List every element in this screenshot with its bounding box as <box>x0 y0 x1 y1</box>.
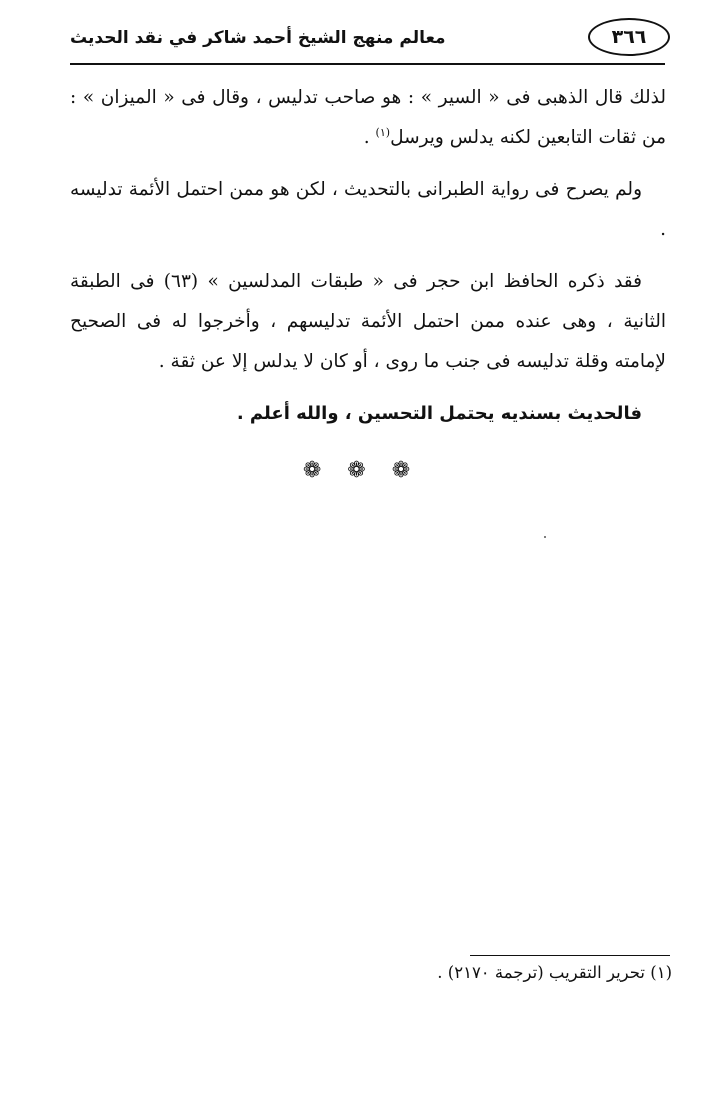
page-header <box>70 16 670 64</box>
paragraph-1-text: لذلك قال الذهبى فى « السير » : هو صاحب تدليس ، وقال فى « الميزان » : من ثقات التابعين لكنه يدلس ويرسل <box>70 87 666 148</box>
paragraph-1 <box>70 78 666 158</box>
paragraph-2: ولم يصرح فى رواية الطبرانى بالتحديث ، لكن هو ممن احتمل الأئمة تدليسه . <box>70 179 666 240</box>
print-speck <box>544 536 546 538</box>
section-ornaments <box>0 458 727 483</box>
ornament-flower-icon: ❁ <box>302 458 336 483</box>
footnote: (١) تحرير التقريب (ترجمة ٢١٧٠) . <box>437 963 672 982</box>
main-text <box>70 78 666 446</box>
footnote-divider <box>470 955 670 956</box>
paragraph-1-end: . <box>363 127 376 148</box>
footnote-reference: (١) <box>375 125 391 139</box>
running-title: معالم منهج الشيخ أحمد شاكر في نقد الحديث <box>70 28 446 48</box>
ornament-flower-icon: ❁ <box>347 458 380 483</box>
page-number: ٣٦٦ <box>588 18 670 56</box>
paragraph-3: فقد ذكره الحافظ ابن حجر فى « طبقات المدلسين » (٦٣) فى الطبقة الثانية ، وهى عنده ممن احتمل الأئمة تدليسهم ، وأخرجوا له فى الصحيح لإمامته وقلة تدليسه فى جنب ما روى ، أو كان لا يدلس إلا عن ثقة . <box>70 271 666 372</box>
paragraph-4-conclusion: فالحديث بسنديه يحتمل التحسين ، والله أعلم . <box>236 403 642 424</box>
ornament-flower-icon: ❁ <box>391 458 425 483</box>
header-divider <box>70 63 665 65</box>
